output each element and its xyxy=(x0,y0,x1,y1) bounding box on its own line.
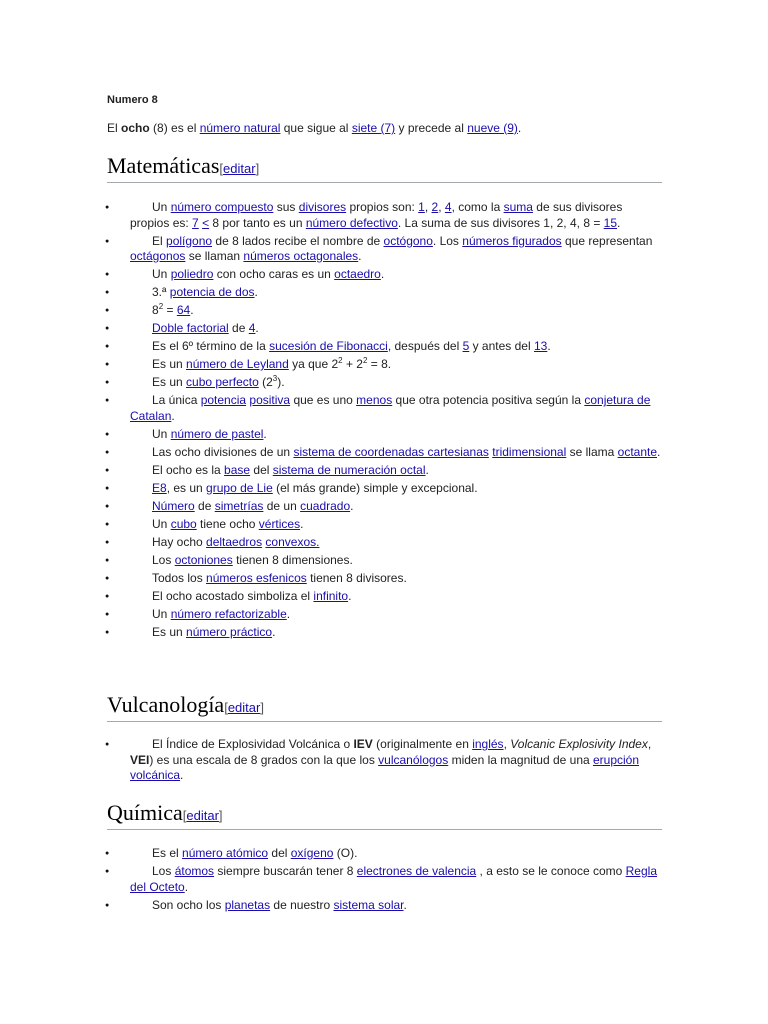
list-item xyxy=(107,499,662,515)
list-item xyxy=(107,737,662,784)
inline-link[interactable]: 4 xyxy=(248,321,256,335)
item-text: . xyxy=(358,249,362,263)
edit-bracket: [ xyxy=(182,808,187,823)
inline-link[interactable]: oxígeno xyxy=(290,846,334,860)
inline-link[interactable]: infinito xyxy=(313,588,349,603)
intro-text: El xyxy=(107,121,122,135)
item-text: Los xyxy=(152,552,175,567)
item-text: . Los xyxy=(432,233,463,248)
item-text: y antes del xyxy=(469,339,534,353)
inline-link[interactable]: 64 xyxy=(176,303,191,317)
inline-link[interactable]: potencia de dos xyxy=(169,285,255,299)
list-item xyxy=(107,393,662,424)
heading-title: Matemáticas xyxy=(107,153,220,178)
item-text: ) es una escala de 8 grados con la que los xyxy=(149,752,379,767)
item-text: Los xyxy=(152,864,175,878)
item-text: . xyxy=(171,408,175,423)
heading-title: Química xyxy=(107,800,183,825)
inline-link[interactable]: potencia xyxy=(200,393,247,407)
section-heading-vulcanologia xyxy=(107,692,662,722)
edit-bracket: ] xyxy=(260,700,264,715)
list-item xyxy=(107,864,662,895)
inline-link[interactable]: 15 xyxy=(603,215,618,230)
intro-text: (8) es el xyxy=(149,121,200,135)
item-text: . xyxy=(403,897,407,912)
inline-link[interactable]: polígono xyxy=(166,233,213,248)
item-text: de un xyxy=(263,498,301,513)
item-text: . xyxy=(617,215,621,230)
inline-link[interactable]: número compuesto xyxy=(170,200,274,214)
inline-link[interactable]: 5 xyxy=(462,339,470,353)
list-item xyxy=(107,463,662,479)
list-item xyxy=(107,535,662,551)
list-item xyxy=(107,427,662,443)
item-text: La única xyxy=(152,393,201,407)
item-text: que representan xyxy=(561,233,653,248)
item-text: Un xyxy=(152,516,171,531)
list-item xyxy=(107,517,662,533)
item-text: propios son: xyxy=(346,200,419,214)
item-text: se llaman xyxy=(185,249,244,263)
inline-link[interactable]: número defectivo xyxy=(305,215,398,230)
superscript: 3 xyxy=(272,374,278,383)
inline-link[interactable]: grupo de Lie xyxy=(206,480,273,495)
list-item xyxy=(107,553,662,569)
item-text: Un xyxy=(152,426,171,441)
list-item xyxy=(107,267,662,283)
bold-text: VEI xyxy=(130,752,150,767)
inline-link[interactable]: número de pastel xyxy=(170,426,264,441)
item-text: = xyxy=(163,303,177,317)
item-text: tienen 8 divisores. xyxy=(306,570,407,585)
inline-link[interactable]: vértices xyxy=(258,516,301,531)
item-text: de 8 lados recibe el nombre de xyxy=(212,233,384,248)
item-text: se llama xyxy=(566,444,618,459)
inline-link[interactable]: convexos. xyxy=(265,534,320,549)
item-text: de sus divisores propios es: xyxy=(130,200,623,230)
volcano-list xyxy=(107,737,662,784)
item-text: , después del xyxy=(387,339,463,353)
inline-link[interactable]: Número xyxy=(152,498,195,513)
inline-link[interactable]: octaedro xyxy=(334,267,381,281)
item-text: , es un xyxy=(166,480,207,495)
bold-text: IEV xyxy=(353,737,373,751)
item-text: (O). xyxy=(333,846,358,860)
intro-text: y precede al xyxy=(395,121,468,135)
item-text: , xyxy=(503,737,511,751)
item-text: 3.ª xyxy=(152,285,170,299)
item-text: que otra potencia positiva según la xyxy=(392,393,585,407)
item-text: Son ocho los xyxy=(152,897,225,912)
inline-link[interactable]: positiva xyxy=(249,393,291,407)
edit-bracket: ] xyxy=(218,808,223,823)
item-text: Hay ocho xyxy=(152,534,207,549)
list-item xyxy=(107,375,662,391)
heading xyxy=(107,692,662,721)
intro-text: que sigue al xyxy=(280,121,352,135)
item-text: tienen 8 dimensiones. xyxy=(232,552,353,567)
list-item xyxy=(107,200,662,231)
item-text: , xyxy=(438,200,445,214)
list-item xyxy=(107,234,662,265)
inline-link[interactable]: números esfenicos xyxy=(206,570,307,585)
inline-link[interactable]: cubo xyxy=(170,516,197,531)
intro-text: . xyxy=(517,121,522,135)
item-text: tiene ocho xyxy=(196,516,259,531)
link-nueve[interactable]: nueve (9) xyxy=(467,121,518,135)
edit-link[interactable]: editar xyxy=(227,700,261,715)
inline-link[interactable]: sistema solar xyxy=(333,897,404,912)
item-text: de nuestro xyxy=(270,897,334,912)
item-text: del xyxy=(268,846,291,860)
inline-link[interactable]: octante xyxy=(617,444,658,459)
item-text: . xyxy=(254,285,258,299)
inline-link[interactable]: divisores xyxy=(298,200,347,214)
item-text: El xyxy=(152,233,167,248)
item-text: que es uno xyxy=(290,393,357,407)
list-item xyxy=(107,321,662,337)
item-text: Las ocho divisiones de un xyxy=(152,444,294,459)
link-siete[interactable]: siete (7) xyxy=(351,121,396,135)
item-text: + 2 xyxy=(342,357,363,371)
inline-link[interactable]: simetrías xyxy=(214,498,264,513)
item-text: miden la magnitud de una xyxy=(448,752,593,767)
inline-link[interactable]: conjetura de Catalan xyxy=(130,393,651,423)
section-heading-quimica xyxy=(107,800,662,830)
item-text: , xyxy=(647,737,652,751)
item-text: . xyxy=(380,267,385,281)
math-list xyxy=(107,200,662,640)
edit-bracket: [ xyxy=(219,161,224,176)
item-text: El ocho es la xyxy=(152,462,225,477)
item-text: (el más grande) simple y excepcional. xyxy=(272,480,478,495)
edit-link[interactable]: editar xyxy=(186,808,219,823)
inline-link[interactable]: octoniones xyxy=(174,552,233,567)
inline-link[interactable]: vulcanólogos xyxy=(378,752,449,767)
inline-link[interactable]: 13 xyxy=(533,339,548,353)
item-text: Todos los xyxy=(152,570,207,585)
item-text: de xyxy=(228,321,249,335)
item-text: siempre buscarán tener 8 xyxy=(214,864,357,878)
item-text: . xyxy=(547,339,551,353)
item-text: Un xyxy=(152,267,171,281)
item-text: . xyxy=(350,498,354,513)
inline-link[interactable]: erupción volcánica xyxy=(130,752,640,782)
inline-link[interactable]: electrones de valencia xyxy=(356,864,477,878)
heading xyxy=(107,800,662,829)
item-text: El Índice de Explosividad Volcánica o xyxy=(152,737,354,751)
superscript: 2 xyxy=(338,356,343,365)
item-text: , como la xyxy=(451,200,504,214)
item-text: ). xyxy=(277,375,285,389)
inline-link[interactable]: sucesión de Fibonacci xyxy=(269,339,388,353)
item-text: ya que 2 xyxy=(288,357,339,371)
inline-link[interactable]: Doble factorial xyxy=(152,321,229,335)
inline-link[interactable]: números figurados xyxy=(462,233,562,248)
item-text: Un xyxy=(152,200,171,214)
inline-link[interactable]: 1 xyxy=(418,200,425,214)
inline-link[interactable]: cuadrado xyxy=(300,498,351,513)
item-text: . xyxy=(180,768,184,782)
item-text: , xyxy=(424,200,432,214)
inline-link[interactable]: número de Leyland xyxy=(186,357,289,371)
inline-link[interactable]: número atómico xyxy=(182,846,269,860)
item-text: Es un xyxy=(152,624,187,639)
item-text: . xyxy=(190,303,194,317)
inline-link[interactable]: base xyxy=(224,462,251,477)
italic-text: Volcanic Explosivity Index xyxy=(510,737,648,751)
list-item xyxy=(107,339,662,355)
item-text: (originalmente en xyxy=(372,737,473,751)
link-numero-natural[interactable]: número natural xyxy=(199,121,281,135)
edit-bracket: [ xyxy=(224,700,228,715)
item-text: . La suma de sus divisores 1, 2, 4, 8 = xyxy=(397,215,604,230)
inline-link[interactable]: octágonos xyxy=(130,249,186,263)
list-item xyxy=(107,357,662,373)
superscript: 2 xyxy=(362,356,368,365)
list-item xyxy=(107,846,662,862)
intro-bold: ocho xyxy=(121,121,150,135)
heading-title: Vulcanología xyxy=(107,692,225,717)
inline-link[interactable]: 4 xyxy=(444,200,452,214)
item-text: , a esto se le conoce como xyxy=(476,864,626,878)
edit-bracket: ] xyxy=(255,161,260,176)
list-item xyxy=(107,571,662,587)
inline-link[interactable]: deltaedros xyxy=(206,534,263,549)
list-item xyxy=(107,607,662,623)
item-text: . xyxy=(255,321,259,335)
item-text: de xyxy=(194,498,215,513)
inline-link[interactable]: poliedro xyxy=(170,267,214,281)
item-text: . xyxy=(657,444,661,459)
inline-link[interactable]: inglés xyxy=(472,737,504,751)
inline-link[interactable]: número práctico xyxy=(186,624,273,639)
item-text: Es un xyxy=(152,357,187,371)
item-text: Es un xyxy=(152,375,187,389)
item-text: . xyxy=(184,879,189,894)
item-text: (2 xyxy=(258,375,273,389)
list-item xyxy=(107,898,662,914)
list-item xyxy=(107,481,662,497)
edit-link[interactable]: editar xyxy=(223,161,256,176)
inline-link[interactable]: 2 xyxy=(431,200,439,214)
item-text: sus xyxy=(273,200,299,214)
inline-link[interactable]: Regla del Octeto xyxy=(130,864,657,894)
item-text: con ocho caras es un xyxy=(213,267,335,281)
heading xyxy=(107,153,662,182)
item-text: . xyxy=(348,588,352,603)
inline-link[interactable]: tridimensional xyxy=(492,444,567,459)
inline-link[interactable]: 7 xyxy=(192,215,199,230)
inline-link[interactable]: cubo perfecto xyxy=(186,375,259,389)
item-text: Es el 6º término de la xyxy=(152,339,270,353)
item-text: El ocho acostado simboliza el xyxy=(152,588,314,603)
superscript: 2 xyxy=(158,302,164,311)
inline-link[interactable]: números octagonales xyxy=(243,249,359,263)
inline-link[interactable]: < xyxy=(202,215,210,230)
intro-paragraph xyxy=(107,121,521,135)
list-item xyxy=(107,625,662,641)
inline-link[interactable]: número refactorizable xyxy=(170,606,287,621)
inline-link[interactable]: E8 xyxy=(152,480,167,495)
item-text: Es el xyxy=(152,846,183,860)
inline-link[interactable]: sistema de coordenadas cartesianas xyxy=(293,444,489,459)
document-title: Numero 8 xyxy=(107,94,158,106)
inline-link[interactable]: menos xyxy=(356,393,393,407)
item-text: = 8. xyxy=(367,357,392,371)
item-text: Un xyxy=(152,606,171,621)
item-text: del xyxy=(250,462,273,477)
item-text: . xyxy=(286,606,291,621)
list-item xyxy=(107,589,662,605)
inline-link[interactable]: átomos xyxy=(174,864,215,878)
section-heading-matematicas xyxy=(107,153,662,183)
inline-link[interactable]: planetas xyxy=(224,897,271,912)
item-text: . xyxy=(300,516,304,531)
item-text: . xyxy=(425,462,429,477)
inline-link[interactable]: octógono xyxy=(383,233,433,248)
item-text: 8 xyxy=(152,303,159,317)
item-text: . xyxy=(272,624,276,639)
item-text: 8 por tanto es un xyxy=(209,215,306,230)
item-text: . xyxy=(263,426,267,441)
list-item xyxy=(107,303,662,319)
chem-list xyxy=(107,846,662,913)
inline-link[interactable]: sistema de numeración octal xyxy=(272,462,426,477)
list-item xyxy=(107,285,662,301)
list-item xyxy=(107,445,662,461)
inline-link[interactable]: suma xyxy=(503,200,533,214)
